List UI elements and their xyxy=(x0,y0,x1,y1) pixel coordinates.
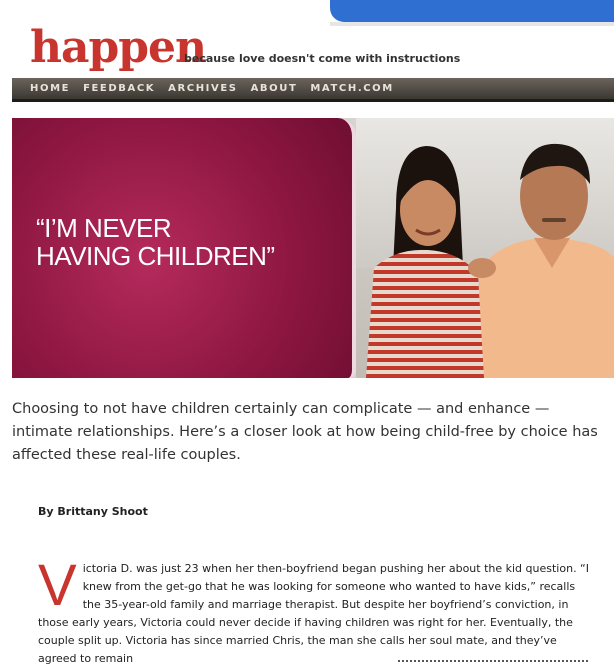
top-tab-decoration xyxy=(330,0,614,22)
nav-item-about[interactable]: ABOUT xyxy=(250,83,298,94)
nav-item-feedback[interactable]: FEEDBACK xyxy=(83,83,156,94)
site-logo[interactable]: happen xyxy=(30,22,207,73)
hero-headline-line1: “I’M NEVER xyxy=(36,213,172,243)
main-nav xyxy=(12,78,614,102)
hero-headline xyxy=(36,214,275,270)
article-body-text: ictoria D. was just 23 when her then-boyfriend began pushing her about the kid question. “I knew from the get-go that he was looking for someone who wanted to have kids,” recalls the 35-year-old family and marriage therapist. But despite her boyfriend’s conviction, in those early years, Victoria could never decide if having children was right for her. Eventually, the couple split up. Victoria has since married Chris, the man she calls her soul mate, and they’ve agreed to remain xyxy=(38,562,589,665)
article-intro: Choosing to not have children certainly can complicate — and enhance — intimate relationships. Here’s a closer look at how being child-free by choice has affected these real-life couples. xyxy=(12,401,598,463)
article-dropcap: V xyxy=(38,553,77,618)
article-byline: By Brittany Shoot xyxy=(38,505,148,518)
article-body xyxy=(38,553,590,668)
nav-item-home[interactable]: HOME xyxy=(30,83,71,94)
pullquote-divider xyxy=(398,660,588,662)
hero-banner xyxy=(12,118,614,378)
hero-headline-line2: HAVING CHILDREN” xyxy=(36,241,275,271)
site-tagline: because love doesn't come with instructions xyxy=(184,52,461,65)
nav-item-match[interactable]: MATCH.COM xyxy=(310,83,394,94)
nav-item-archives[interactable]: ARCHIVES xyxy=(168,83,238,94)
couple-photo xyxy=(356,118,614,378)
hero-title-panel xyxy=(12,118,356,378)
